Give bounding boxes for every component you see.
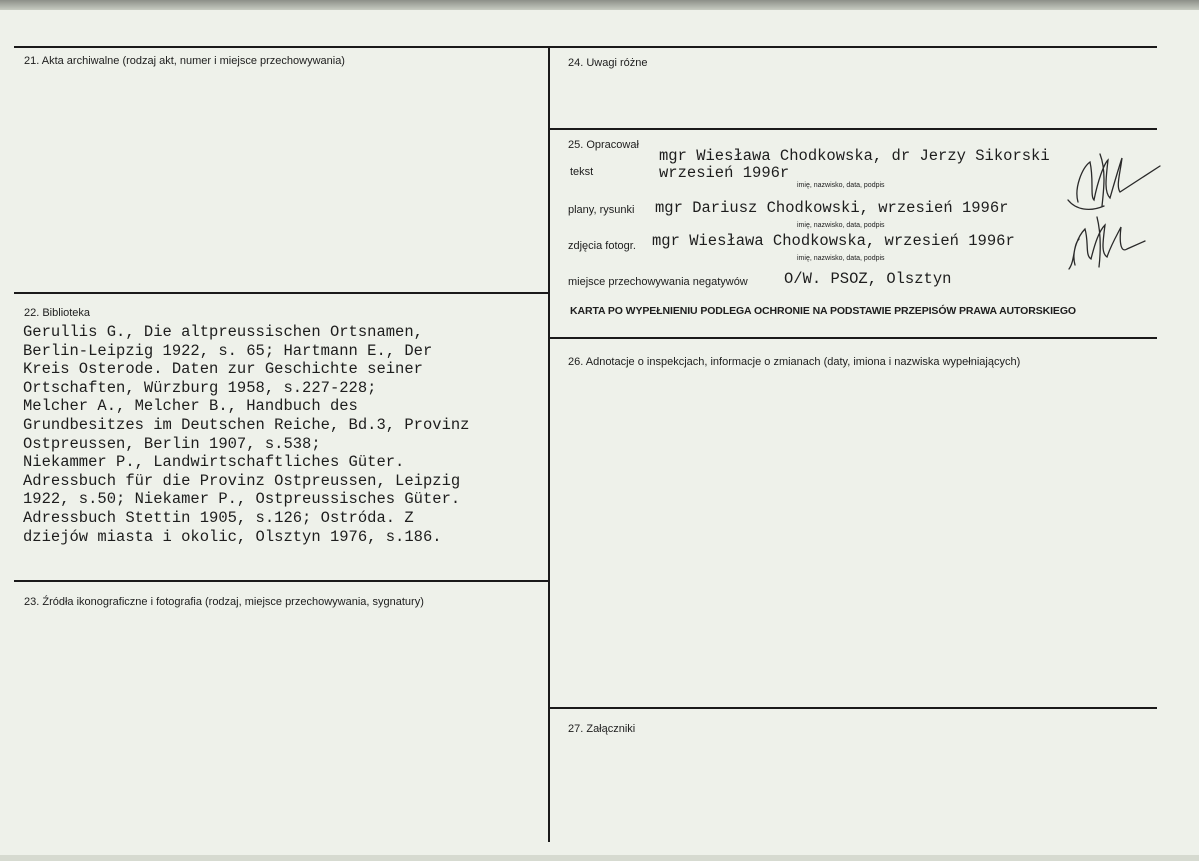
caption-tekst: imię, nazwisko, data, podpis: [797, 182, 885, 189]
bibliography-line: Adressbuch Stettin 1905, s.126; Ostróda. Z: [23, 508, 414, 527]
bibliography-line: Kreis Osterode. Daten zur Geschichte seiner: [23, 360, 423, 379]
negatywy-label: miejsce przechowywania negatywów: [568, 276, 748, 288]
negatywy-value: O/W. PSOZ, Olsztyn: [784, 270, 952, 288]
bibliography-line: Adressbuch für die Provinz Ostpreussen, Leipzig: [23, 471, 461, 490]
divider-21-22: [14, 292, 550, 294]
bibliography-text: [23, 323, 548, 546]
section-24-label: 24. Uwagi różne: [568, 57, 648, 69]
bibliography-line: dziejów miasta i okolic, Olsztyn 1976, s.186.: [23, 527, 442, 546]
section-25-label: 25. Opracował: [568, 139, 639, 151]
bibliography-line: Niekammer P., Landwirtschaftliches Güter.: [23, 453, 405, 472]
divider-24-25: [548, 128, 1157, 130]
divider-top: [14, 46, 1157, 48]
divider-25-26: [548, 337, 1157, 339]
divider-22-23: [14, 580, 550, 582]
plany-value: mgr Dariusz Chodkowski, wrzesień 1996r: [655, 199, 1009, 217]
bibliography-line: Ortschaften, Würzburg 1958, s.227-228;: [23, 378, 377, 397]
bibliography-line: Grundbesitzes im Deutschen Reiche, Bd.3, Provinz: [23, 415, 470, 434]
scan-bottom-edge: [0, 855, 1199, 861]
caption-plany: imię, nazwisko, data, podpis: [797, 222, 885, 229]
bibliography-line: Melcher A., Melcher B., Handbuch des: [23, 397, 358, 416]
zdjecia-value: mgr Wiesława Chodkowska, wrzesień 1996r: [652, 232, 1015, 250]
plany-label: plany, rysunki: [568, 204, 635, 216]
tekst-date: wrzesień 1996r: [659, 164, 790, 182]
section-22-label: 22. Biblioteka: [24, 307, 91, 319]
section-26-label: 26. Adnotacje o inspekcjach, informacje o zmianach (daty, imiona i nazwiska wypełniających): [568, 356, 1021, 368]
tekst-authors: mgr Wiesława Chodkowska, dr Jerzy Sikorski: [659, 147, 1050, 165]
signature-2: [1065, 205, 1165, 275]
bibliography-line: Ostpreussen, Berlin 1907, s.538;: [23, 434, 321, 453]
zdjecia-label: zdjęcia fotogr.: [568, 240, 636, 252]
bibliography-line: Gerullis G., Die altpreussischen Ortsnamen,: [23, 323, 423, 341]
section-23-label: 23. Źródła ikonograficzne i fotografia (rodzaj, miejsce przechowywania, sygnatury): [24, 596, 424, 608]
bibliography-line: 1922, s.50; Niekamer P., Ostpreussisches Güter.: [23, 490, 461, 509]
divider-center: [548, 46, 550, 842]
copyright-notice: KARTA PO WYPEŁNIENIU PODLEGA OCHRONIE NA PODSTAWIE PRZEPISÓW PRAWA AUTORSKIEGO: [570, 305, 1076, 317]
section-21-label: 21. Akta archiwalne (rodzaj akt, numer i miejsce przechowywania): [24, 55, 345, 67]
caption-zdjecia: imię, nazwisko, data, podpis: [797, 255, 885, 262]
tekst-label: tekst: [570, 166, 594, 178]
bibliography-line: Berlin-Leipzig 1922, s. 65; Hartmann E., Der: [23, 341, 433, 360]
section-27-label: 27. Załączniki: [568, 723, 636, 735]
scan-top-edge: [0, 0, 1199, 10]
divider-26-27: [548, 707, 1157, 709]
